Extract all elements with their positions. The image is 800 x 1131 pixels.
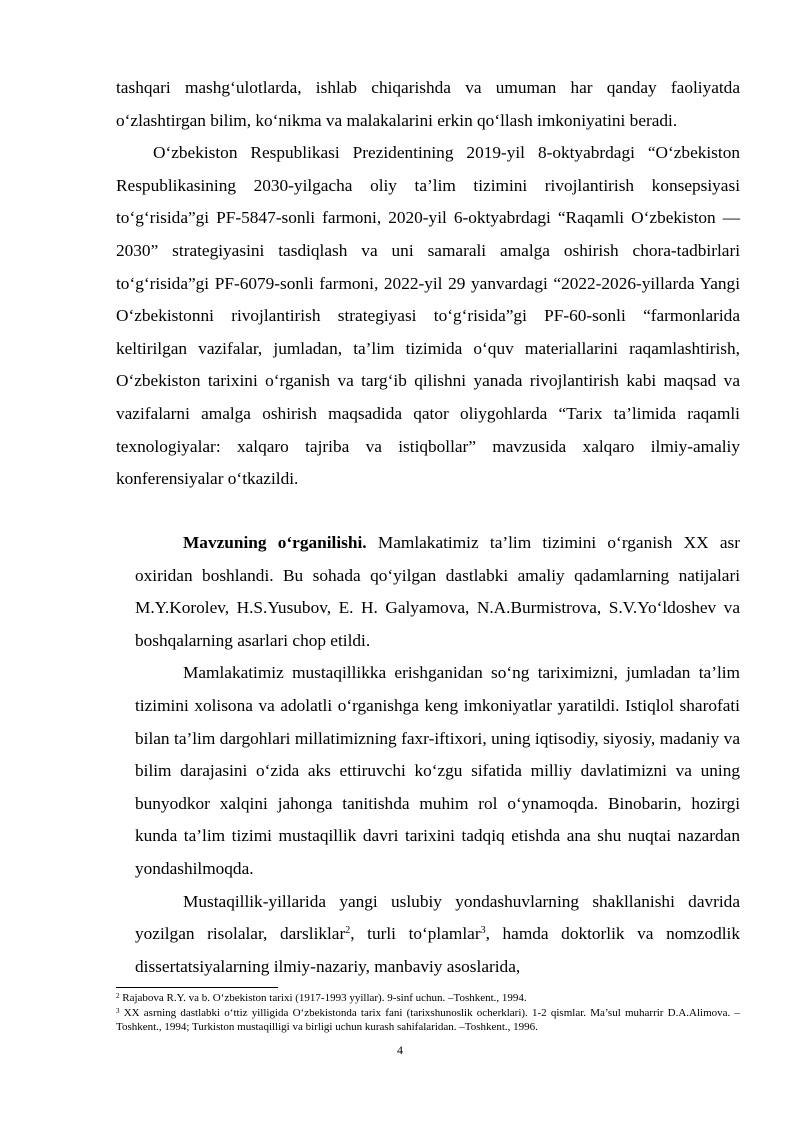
paragraph-4: Mamlakatimiz mustaqillikka erishganidan so‘ng tariximizni, jumladan ta’lim tizimini xolisona va adolatli o‘rganishga keng imkoniyatlar yaratildi. Istiqlol sharofati bilan ta’lim dargohlari millatimizning faxr-iftixori, uning iqtisodiy, siyosiy, madaniy va bilim darajasini o‘zida aks ettiruvchi ko‘zgu sifatida milliy davlatimizni va uning bunyodkor xalqini jahonga tanitishda muhim rol o‘ynamoqda. Binobarin, hozirgi kunda ta’lim tizimi mustaqillik davri tarixini tadqiq etishda ana shu nuqtai nazardan yondashilmoqda. [135,663,740,878]
footnote-2 [116,991,740,1006]
paragraph-2: O‘zbekiston Respublikasi Prezidentining 2019-yil 8-oktyabrdagi “O‘zbekiston Respublikasining 2030-yilgacha oliy ta’lim tizimini rivojlantirish konsepsiyasi to‘g‘risida”gi PF-5847-sonli farmoni, 2020-yil 6-oktyabrdagi “Raqamli O‘zbekiston — 2030” strategiyasini tasdiqlash va uni samarali amalga oshirish chora-tadbirlari to‘g‘risida”gi PF-6079-sonli farmoni, 2022-yil 29 yanvardagi “2022-2026-yillarda Yangi O‘zbekistonni rivojlantirish strategiyasi to‘g‘risida”gi PF-60-sonli “farmonlarida keltirilgan vazifalar, jumladan, ta’lim tizimida o‘quv materiallarini raqamlashtirish, O‘zbekiston tarixini o‘rganish va targ‘ib qilishni yanada rivojlantirish kabi maqsad va vazifalarni amalga oshirish maqsadida qator oliygohlarda “Tarix ta’limida raqamli texnologiyalar: xalqaro tajriba va istiqbollar” mavzusida xalqaro ilmiy-amaliy konferensiyalar o‘tkazildi. [116,143,740,489]
footnote-ref-3: 3 [480,925,486,937]
paragraph-3 [135,527,740,657]
footnote-divider [116,987,278,988]
section-heading: Mavzuning o‘rganilishi. [183,533,367,552]
page-number: 4 [397,1043,403,1057]
body-text-bottom [135,527,740,983]
footnote-3-mark: 3 [116,1006,120,1015]
footnote-3-text: XX asrning dastlabki o‘ttiz yilligida O‘zbekistonda tarix fani (tarixshunoslik ocherklari). 1-2 qismlar. Ma’sul muharrir D.A.Alimova. –Toshkent., 1994; Turkiston mustaqilligi va birligi uchun kurash sahifalaridan. –Toshkent., 1996. [116,1006,740,1033]
paragraph-1: tashqari mashg‘ulotlarda, ishlab chiqarishda va umuman har qanday faoliyatda o‘zlashtirgan bilim, ko‘nikma va malakalarini erkin qo‘llash imkoniyatini beradi. [116,78,740,130]
paragraph-3-text: Mamlakatimiz ta’lim tizimini o‘rganish XX asr oxiridan boshlandi. Bu sohada qo‘yilgan dastlabki amaliy qadamlarning natijalari M.Y.Korolev, H.S.Yusubov, E. H. Galyamova, N.A.Burmistrova, S.V.Yo‘ldoshev va boshqalarning asarlari chop etildi. [135,533,740,650]
footnote-ref-2: 2 [345,925,351,937]
paragraph-5-part-a: Mustaqillik-yillarida yangi uslubiy yondashuvlarning shakllanishi davrida yozilgan risolalar, darsliklar [135,891,740,944]
paragraph-5 [135,886,740,984]
body-text-top [116,72,740,496]
paragraph-5-part-c: , hamda doktorlik va nomzodlik dissertatsiyalarning ilmiy-nazariy, manbaviy asoslarida, [135,924,740,976]
footnote-2-mark: 2 [116,992,120,1000]
footnotes [116,991,740,1035]
footnote-3 [116,1006,740,1035]
paragraph-5-part-b: , turli to‘plamlar [350,924,481,944]
footnote-2-text: Rajabova R.Y. va b. O‘zbekiston tarixi (1917-1993 yyillar). 9-sinf uchun. –Toshkent., 1994. [119,992,527,1004]
